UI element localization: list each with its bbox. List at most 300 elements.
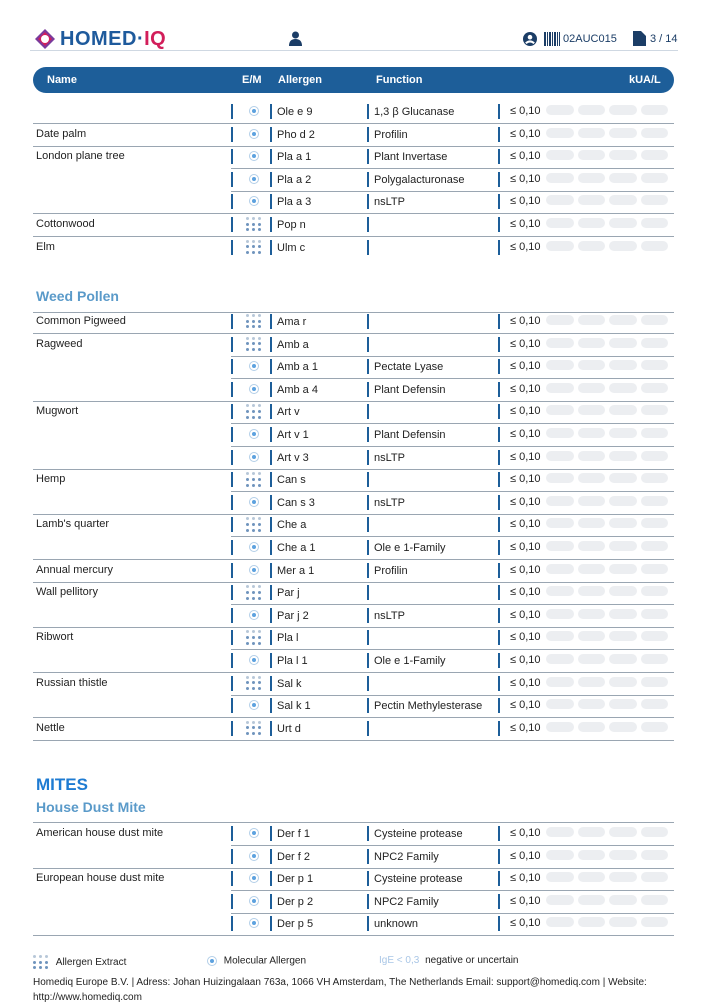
cell-marker (367, 871, 369, 886)
table-row (33, 237, 674, 259)
molecular-icon (207, 956, 217, 966)
em-cell (244, 404, 262, 420)
cell-marker (231, 698, 233, 713)
allergen-code: Mer a 1 (277, 564, 315, 577)
cell-marker (498, 314, 500, 329)
cell-marker (231, 359, 233, 374)
cell-marker (270, 472, 272, 487)
cell-marker (498, 127, 500, 142)
cell-marker (498, 871, 500, 886)
em-cell (244, 127, 262, 143)
cell-marker (231, 608, 233, 623)
cell-marker (367, 194, 369, 209)
em-cell (244, 849, 262, 865)
em-cell (244, 427, 262, 443)
allergen-extract-icon (246, 217, 261, 232)
cell-marker (231, 517, 233, 532)
cell-marker (367, 585, 369, 600)
legend-molecular: Molecular Allergen (207, 955, 306, 967)
result-value: ≤ 0,10 (510, 315, 541, 327)
allergen-function: Plant Defensin (374, 429, 446, 441)
cell-marker (231, 404, 233, 419)
molecular-allergen-icon (249, 610, 259, 620)
cell-marker (498, 217, 500, 232)
cell-marker (270, 871, 272, 886)
cell-marker (231, 585, 233, 600)
allergen-code: Der p 1 (277, 873, 314, 886)
result-value: ≤ 0,10 (510, 218, 541, 230)
table-row (33, 124, 674, 146)
result-gauge (546, 654, 668, 664)
table-row (33, 913, 674, 935)
table-row (33, 311, 674, 333)
allergen-function: Ole e 1-Family (374, 655, 446, 667)
table-row (33, 356, 674, 378)
cell-marker (270, 916, 272, 931)
em-cell (244, 194, 262, 210)
allergen-function: Plant Invertase (374, 151, 448, 164)
allergen-function: Pectate Lyase (374, 361, 444, 374)
molecular-allergen-icon (249, 174, 259, 184)
cell-marker (367, 172, 369, 187)
barcode-icon (544, 31, 560, 47)
cell-marker (367, 127, 369, 142)
allergen-code: Amb a (277, 338, 309, 351)
em-cell (244, 916, 262, 932)
allergen-function: NPC2 Family (374, 850, 439, 863)
table-row (33, 191, 674, 213)
cell-marker (367, 337, 369, 352)
table-row (33, 169, 674, 191)
molecular-allergen-icon (249, 828, 259, 838)
allergen-extract-icon (246, 676, 261, 691)
cell-marker (498, 916, 500, 931)
table-row (33, 695, 674, 717)
result-gauge (546, 609, 668, 619)
cell-marker (270, 608, 272, 623)
molecular-allergen-icon (249, 565, 259, 575)
result-value: ≤ 0,10 (510, 195, 541, 208)
cell-marker (498, 826, 500, 841)
cell-marker (270, 127, 272, 142)
col-allergen: Allergen (278, 74, 323, 86)
cell-marker (270, 382, 272, 397)
source-name: Common Pigweed (36, 315, 126, 327)
cell-marker (231, 127, 233, 142)
allergen-code: Pla a 1 (277, 151, 312, 164)
allergen-function: 1,3 β Glucanase (374, 106, 455, 118)
result-gauge (546, 473, 668, 483)
table-row (33, 101, 674, 123)
table-header-bar (33, 67, 674, 93)
result-value: ≤ 0,10 (510, 518, 541, 531)
result-gauge (546, 218, 668, 228)
cell-marker (498, 427, 500, 442)
result-gauge (546, 850, 668, 860)
cell-marker (231, 721, 233, 736)
em-cell (244, 172, 262, 188)
allergen-function: NPC2 Family (374, 895, 439, 908)
cell-marker (367, 916, 369, 931)
cell-marker (367, 630, 369, 645)
cell-marker (270, 563, 272, 578)
cell-marker (270, 849, 272, 864)
cell-marker (270, 240, 272, 255)
allergen-function: Plant Defensin (374, 383, 446, 396)
allergen-code: Pho d 2 (277, 128, 315, 141)
cell-marker (231, 495, 233, 510)
cell-marker (498, 172, 500, 187)
cell-marker (367, 314, 369, 329)
allergen-function: unknown (374, 918, 419, 931)
molecular-allergen-icon (249, 384, 259, 394)
allergen-code: Par j (277, 587, 300, 600)
cell-marker (231, 676, 233, 691)
result-gauge (546, 586, 668, 596)
allergen-extract-icon (246, 517, 261, 532)
cell-marker (367, 427, 369, 442)
allergen-extract-icon (246, 404, 261, 419)
result-value: ≤ 0,10 (510, 721, 541, 734)
allergen-extract-icon (246, 721, 261, 736)
cell-marker (231, 149, 233, 164)
table-row (33, 627, 674, 649)
allergen-function: Cysteine protease (374, 828, 463, 840)
table-row (33, 401, 674, 423)
col-em: E/M (242, 74, 262, 86)
col-name: Name (47, 74, 77, 86)
allergen-function: Cysteine protease (374, 873, 463, 886)
result-gauge (546, 128, 668, 138)
em-cell (244, 314, 262, 330)
cell-marker (270, 404, 272, 419)
row-divider (33, 740, 674, 741)
cell-marker (498, 630, 500, 645)
source-name: Lamb's quarter (36, 518, 110, 531)
source-name: Wall pellitory (36, 586, 98, 599)
result-gauge (546, 872, 668, 882)
allergen-code: Art v (277, 406, 300, 419)
cell-marker (231, 450, 233, 465)
result-value: ≤ 0,10 (510, 676, 541, 689)
result-value: ≤ 0,10 (510, 428, 541, 440)
allergen-code: Der p 5 (277, 918, 314, 931)
result-gauge (546, 360, 668, 370)
molecular-allergen-icon (249, 361, 259, 371)
cell-marker (367, 217, 369, 232)
cell-marker (231, 826, 233, 841)
cell-marker (270, 217, 272, 232)
em-cell (244, 382, 262, 398)
em-cell (244, 608, 262, 624)
source-name: Date palm (36, 127, 87, 140)
result-gauge (546, 564, 668, 574)
cell-marker (367, 517, 369, 532)
cell-marker (270, 359, 272, 374)
cell-marker (498, 894, 500, 909)
result-value: ≤ 0,10 (510, 654, 541, 666)
sample-id: 02AUC015 (563, 33, 617, 45)
cell-marker (270, 653, 272, 668)
cell-marker (498, 194, 500, 209)
col-unit: kUA/L (629, 74, 661, 86)
em-cell (244, 563, 262, 579)
allergen-function: nsLTP (374, 496, 405, 509)
table-row (33, 891, 674, 913)
em-cell (244, 217, 262, 233)
cell-marker (270, 450, 272, 465)
result-gauge (546, 315, 668, 325)
homediq-logo: HOMED·IQ (34, 26, 166, 52)
allergen-function: Polygalacturonase (374, 173, 465, 186)
allergen-code: Der p 2 (277, 895, 314, 908)
cell-marker (367, 563, 369, 578)
molecular-allergen-icon (249, 151, 259, 161)
logo-text: HOMED (60, 27, 137, 50)
table-row (33, 492, 674, 514)
em-cell (244, 359, 262, 375)
cell-marker (498, 337, 500, 352)
cell-marker (498, 676, 500, 691)
cell-marker (270, 585, 272, 600)
molecular-allergen-icon (249, 896, 259, 906)
molecular-allergen-icon (249, 106, 259, 116)
logo-icon (34, 28, 56, 50)
result-value: ≤ 0,10 (510, 563, 541, 576)
legend-extract: Allergen Extract (33, 955, 126, 969)
table-row (33, 846, 674, 868)
allergen-code: Sal k (277, 677, 302, 690)
source-name: Ragweed (36, 337, 83, 350)
result-gauge (546, 338, 668, 348)
allergen-code: Ama r (277, 316, 307, 328)
em-cell (244, 517, 262, 533)
em-cell (244, 149, 262, 165)
em-cell (244, 240, 262, 256)
logo-text-accent: IQ (144, 27, 167, 50)
allergen-extract-icon (246, 630, 261, 645)
cell-marker (367, 826, 369, 841)
cell-marker (231, 916, 233, 931)
result-gauge (546, 518, 668, 528)
cell-marker (498, 721, 500, 736)
molecular-allergen-icon (249, 655, 259, 665)
cell-marker (367, 495, 369, 510)
source-name: Nettle (36, 721, 65, 734)
legend-ige: IgE < 0,3 negative or uncertain (379, 955, 519, 966)
result-gauge (546, 241, 668, 251)
cell-marker (367, 608, 369, 623)
cell-marker (231, 314, 233, 329)
result-gauge (546, 677, 668, 687)
cell-marker (498, 450, 500, 465)
result-gauge (546, 895, 668, 905)
result-value: ≤ 0,10 (510, 872, 541, 885)
cell-marker (231, 382, 233, 397)
em-cell (244, 495, 262, 511)
table-row (33, 447, 674, 469)
table-row (33, 334, 674, 356)
allergen-code: Art v 1 (277, 429, 309, 441)
result-value: ≤ 0,10 (510, 240, 541, 253)
cell-marker (498, 382, 500, 397)
allergen-code: Der f 2 (277, 850, 311, 863)
allergen-code: Pla a 3 (277, 196, 312, 209)
em-cell (244, 894, 262, 910)
result-value: ≤ 0,10 (510, 849, 541, 862)
cell-marker (367, 849, 369, 864)
document-icon (633, 31, 646, 46)
result-value: ≤ 0,10 (510, 541, 541, 553)
source-name: Annual mercury (36, 563, 114, 576)
header-divider (30, 50, 678, 51)
em-cell (244, 698, 262, 714)
cell-marker (498, 472, 500, 487)
cell-marker (270, 172, 272, 187)
cell-marker (270, 104, 272, 119)
cell-marker (231, 427, 233, 442)
molecular-allergen-icon (249, 129, 259, 139)
cell-marker (367, 698, 369, 713)
cell-marker (498, 608, 500, 623)
allergen-code: Che a (277, 519, 307, 532)
cell-marker (270, 894, 272, 909)
allergen-code: Che a 1 (277, 542, 316, 554)
cell-marker (367, 676, 369, 691)
molecular-allergen-icon (249, 873, 259, 883)
cell-marker (367, 894, 369, 909)
result-value: ≤ 0,10 (510, 699, 541, 712)
cell-marker (367, 149, 369, 164)
cell-marker (231, 894, 233, 909)
cell-marker (367, 382, 369, 397)
result-gauge (546, 722, 668, 732)
section-house-dust-mite: House Dust Mite (36, 799, 146, 815)
result-gauge (546, 699, 668, 709)
source-name: Hemp (36, 473, 66, 486)
result-gauge (546, 541, 668, 551)
allergen-code: Der f 1 (277, 828, 311, 840)
cell-marker (270, 495, 272, 510)
cell-marker (231, 849, 233, 864)
allergen-code: Sal k 1 (277, 700, 311, 713)
cell-marker (231, 217, 233, 232)
cell-marker (498, 585, 500, 600)
cell-marker (498, 104, 500, 119)
molecular-allergen-icon (249, 918, 259, 928)
table-row (33, 214, 674, 236)
result-value: ≤ 0,10 (510, 127, 541, 140)
cell-marker (270, 540, 272, 555)
em-cell (244, 337, 262, 353)
section-mites: MITES (36, 775, 88, 794)
result-gauge (546, 383, 668, 393)
em-cell (244, 472, 262, 488)
cell-marker (231, 337, 233, 352)
cell-marker (498, 849, 500, 864)
result-gauge (546, 195, 668, 205)
allergen-code: Pop n (277, 219, 306, 231)
allergen-function: nsLTP (374, 609, 405, 622)
cell-marker (498, 149, 500, 164)
table-row (33, 868, 674, 890)
cell-marker (270, 676, 272, 691)
cell-marker (231, 472, 233, 487)
cell-marker (367, 721, 369, 736)
cell-marker (270, 826, 272, 841)
table-row (33, 823, 674, 845)
result-gauge (546, 496, 668, 506)
molecular-allergen-icon (249, 542, 259, 552)
result-value: ≤ 0,10 (510, 382, 541, 395)
cell-marker (498, 517, 500, 532)
result-gauge (546, 405, 668, 415)
result-gauge (546, 451, 668, 461)
cell-marker (367, 450, 369, 465)
source-name: European house dust mite (36, 872, 165, 885)
table-row (33, 650, 674, 672)
cell-marker (231, 871, 233, 886)
cell-marker (231, 653, 233, 668)
result-value: ≤ 0,10 (510, 894, 541, 907)
molecular-allergen-icon (249, 429, 259, 439)
result-value: ≤ 0,10 (510, 405, 541, 418)
result-value: ≤ 0,10 (510, 917, 541, 930)
em-cell (244, 540, 262, 556)
result-value: ≤ 0,10 (510, 631, 541, 644)
result-gauge (546, 631, 668, 641)
allergen-code: Amb a 1 (277, 361, 318, 374)
result-value: ≤ 0,10 (510, 608, 541, 621)
result-gauge (546, 917, 668, 927)
cell-marker (231, 240, 233, 255)
row-divider (33, 935, 674, 936)
cell-marker (270, 314, 272, 329)
cell-marker (270, 337, 272, 352)
molecular-allergen-icon (249, 452, 259, 462)
allergen-code: Pla a 2 (277, 173, 312, 186)
em-cell (244, 104, 262, 120)
source-name: Elm (36, 240, 55, 253)
cell-marker (270, 698, 272, 713)
result-value: ≤ 0,10 (510, 586, 541, 599)
section-weed-pollen: Weed Pollen (36, 288, 119, 304)
source-name: American house dust mite (36, 827, 164, 839)
cell-marker (367, 104, 369, 119)
em-cell (244, 676, 262, 692)
cell-marker (498, 240, 500, 255)
result-value: ≤ 0,10 (510, 450, 541, 463)
source-name: Mugwort (36, 405, 79, 418)
source-name: London plane tree (36, 150, 125, 163)
result-value: ≤ 0,10 (510, 105, 541, 117)
allergen-function: Profilin (374, 564, 408, 577)
allergen-function: nsLTP (374, 196, 405, 209)
result-gauge (546, 173, 668, 183)
cell-marker (231, 104, 233, 119)
allergen-code: Amb a 4 (277, 383, 318, 396)
page-number: 3 / 14 (650, 32, 678, 45)
molecular-allergen-icon (249, 497, 259, 507)
molecular-allergen-icon (249, 851, 259, 861)
cell-marker (498, 540, 500, 555)
cell-marker (270, 517, 272, 532)
source-name: Cottonwood (36, 218, 95, 230)
table-row (33, 582, 674, 604)
table-row (33, 718, 674, 740)
cell-marker (231, 172, 233, 187)
account-icon (523, 32, 537, 46)
